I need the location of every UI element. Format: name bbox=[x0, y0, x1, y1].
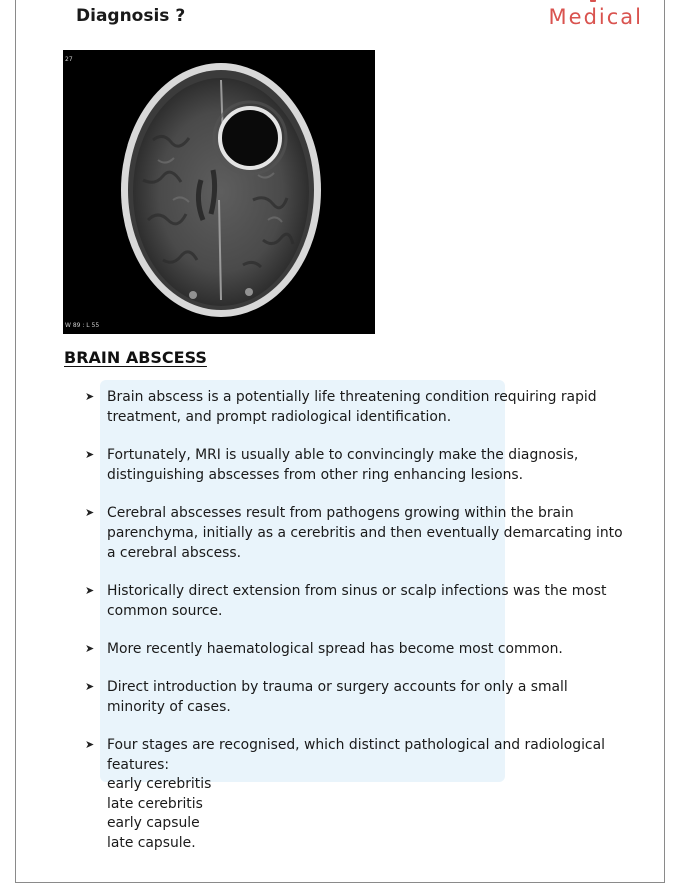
section-heading: BRAIN ABSCESS bbox=[64, 348, 207, 367]
list-item bbox=[85, 387, 630, 427]
arrow-bullet-icon: ➤ bbox=[85, 506, 95, 519]
arrow-bullet-icon: ➤ bbox=[85, 584, 95, 597]
bullet-text: Four stages are recognised, which distinct pathological and radiological features: bbox=[107, 737, 605, 773]
arrow-bullet-icon: ➤ bbox=[85, 390, 95, 403]
ct-scan-graphic bbox=[63, 50, 375, 334]
page-title: Diagnosis ? bbox=[76, 6, 186, 26]
brand-logo: Medical bbox=[548, 5, 643, 29]
stage-list bbox=[107, 775, 630, 853]
bullet-text: More recently haematological spread has become most common. bbox=[107, 641, 563, 657]
arrow-bullet-icon: ➤ bbox=[85, 642, 95, 655]
arrow-bullet-icon: ➤ bbox=[85, 738, 95, 751]
bullet-text: Cerebral abscesses result from pathogens growing within the brain parenchyma, initially as a cerebritis and then eventually demarcating into a cerebral abscess. bbox=[107, 505, 623, 561]
list-item bbox=[85, 677, 630, 717]
list-item bbox=[85, 581, 630, 621]
stage-item: early capsule bbox=[107, 815, 200, 831]
scan-slice-label: 27 bbox=[65, 56, 73, 63]
bullet-text: Direct introduction by trauma or surgery accounts for only a small minority of cases. bbox=[107, 679, 568, 715]
brand-logo-fragment bbox=[590, 0, 596, 2]
list-item bbox=[85, 735, 630, 853]
stage-item: late cerebritis bbox=[107, 795, 203, 812]
stage-item: late capsule. bbox=[107, 834, 196, 851]
bullet-list bbox=[85, 387, 630, 871]
list-item bbox=[85, 639, 630, 659]
abscess-ring-lesion bbox=[220, 108, 280, 168]
bullet-text: Historically direct extension from sinus or scalp infections was the most common source. bbox=[107, 583, 607, 619]
list-item bbox=[85, 445, 630, 485]
bullet-text: Fortunately, MRI is usually able to convincingly make the diagnosis, distinguishing abscesses from other ring enhancing lesions. bbox=[107, 447, 579, 483]
list-item bbox=[85, 503, 630, 563]
arrow-bullet-icon: ➤ bbox=[85, 448, 95, 461]
arrow-bullet-icon: ➤ bbox=[85, 680, 95, 693]
bullet-text: Brain abscess is a potentially life threatening condition requiring rapid treatment, and prompt radiological identification. bbox=[107, 389, 597, 425]
stage-item: early cerebritis bbox=[107, 776, 212, 792]
ct-scan-image bbox=[63, 50, 375, 334]
scan-window-label: W 89 : L 55 bbox=[65, 322, 100, 329]
